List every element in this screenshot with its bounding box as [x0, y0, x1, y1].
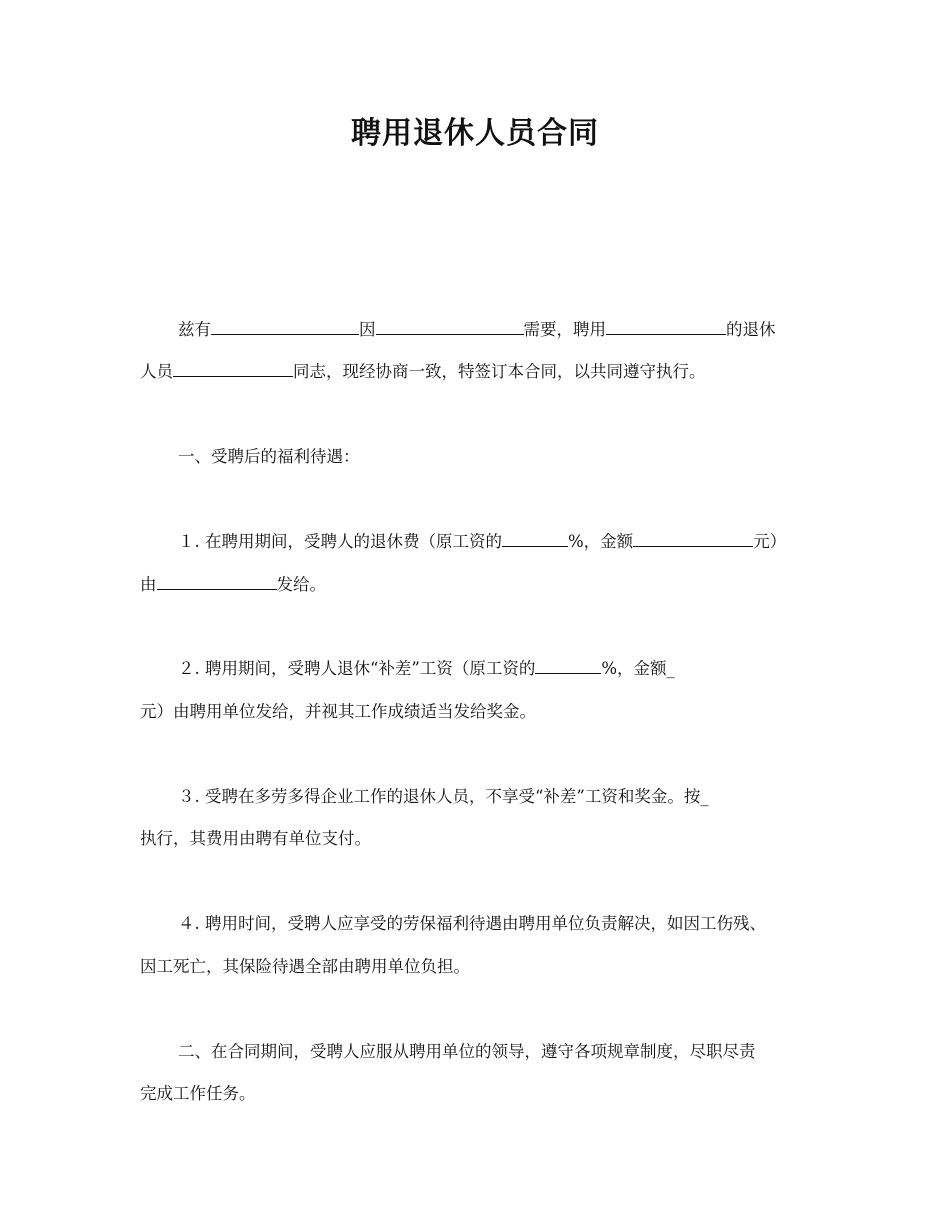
document-title: 聘用退休人员合同: [351, 116, 599, 151]
item2-line-1: [178, 657, 675, 681]
fill-blank-reason: [376, 318, 524, 335]
fill-blank-origin-unit: [606, 318, 726, 335]
item1-text: %，金额: [568, 532, 634, 551]
intro-text: 人员: [140, 362, 173, 381]
section2-line-1: 二、在合同期间，受聘人应服从聘用单位的领导，遵守各项规章制度，尽职尽责: [178, 1042, 756, 1061]
intro-text: 兹有: [178, 320, 211, 339]
intro-text: 因: [359, 320, 376, 339]
item1-text: 发给。: [276, 575, 326, 594]
fill-blank-percent: [535, 657, 601, 674]
item4-line-2: 因工死亡，其保险待遇全部由聘用单位负担。: [140, 957, 470, 976]
item1-text: １. 在聘用期间，受聘人的退休费（原工资的: [178, 532, 502, 551]
fill-blank-unit: [211, 318, 359, 335]
item1-line-2: [140, 573, 326, 597]
fill-blank-payer: [157, 573, 277, 590]
item3-line-1: ３. 受聘在多劳多得企业工作的退休人员，不享受“补差”工资和奖金。按_: [178, 787, 709, 806]
item2-line-2: 元）由聘用单位发给，并视其工作成绩适当发给奖金。: [140, 702, 536, 721]
item2-text: %，金额_: [601, 659, 675, 678]
fill-blank-person-name: [173, 360, 293, 377]
intro-line-2: [140, 360, 706, 384]
intro-text: 需要，聘用: [523, 320, 606, 339]
intro-text: 同志，现经协商一致，特签订本合同，以共同遵守执行。: [293, 362, 706, 381]
item1-text: 元）: [753, 532, 787, 551]
item1-line-1: [178, 530, 786, 554]
intro-text: 的退休: [726, 320, 776, 339]
item1-text: 由: [140, 575, 157, 594]
intro-line-1: [178, 318, 776, 342]
section2-line-2: 完成工作任务。: [140, 1084, 256, 1103]
fill-blank-amount: [633, 530, 753, 547]
section1-heading: 一、受聘后的福利待遇：: [178, 447, 360, 466]
item4-line-1: ４. 聘用时间，受聘人应享受的劳保福利待遇由聘用单位负责解决，如因工伤残、: [178, 914, 766, 933]
item2-text: ２. 聘用期间，受聘人退休“补差”工资（原工资的: [178, 659, 536, 678]
fill-blank-percent: [502, 530, 568, 547]
item3-line-2: 执行，其费用由聘有单位支付。: [140, 829, 371, 848]
